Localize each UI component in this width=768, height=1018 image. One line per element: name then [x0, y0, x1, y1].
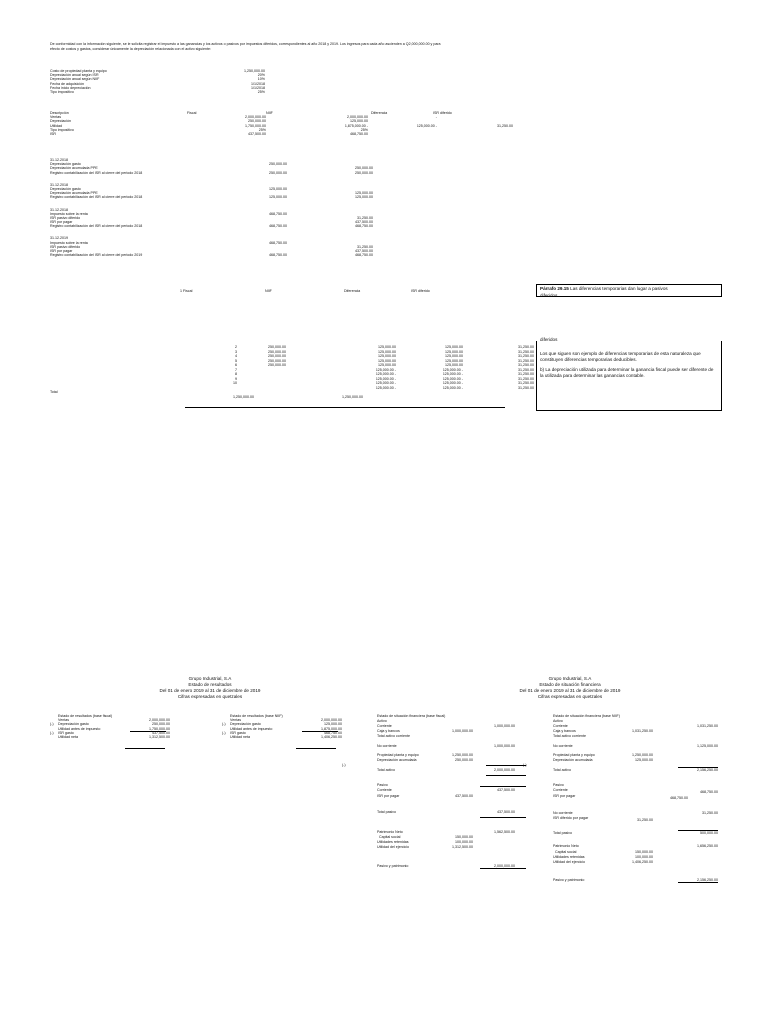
- comp-fiscal: 1,750,000.00: [245, 123, 266, 128]
- bs-niif-total-pasivo-value: 500,000.00: [700, 831, 718, 835]
- comp-niif: 468,750.00: [350, 131, 368, 136]
- bs-niif-p-corriente: Corriente: [553, 788, 568, 792]
- er-value: 1,750,000.00: [149, 726, 170, 731]
- bs-fiscal-rule-activo-2: [486, 775, 526, 776]
- journal-debit: 468,750.00: [269, 253, 287, 258]
- sched-niif: 125,000.00 -: [375, 381, 396, 386]
- comp-niif: 125,000.00: [350, 119, 368, 124]
- sched-isr: 31,250.00: [518, 376, 534, 381]
- bs-fiscal-ppe-value: 1,250,000.00: [452, 753, 473, 757]
- bs-fiscal-activo: Activo: [377, 719, 387, 723]
- er-row: [222, 735, 342, 739]
- bs-fiscal-ppe: Propiedad planta y equipo: [377, 753, 419, 757]
- bs-fiscal-total-activo-value: 2,000,000.00: [494, 768, 515, 772]
- journal-date: 31.12.2019: [50, 236, 68, 241]
- bs-niif-patrimonio: Patrimonio Neto: [553, 844, 579, 848]
- sched-fiscal: 250,000.00: [268, 349, 286, 354]
- bs-fiscal-caja: Caja y bancos: [377, 729, 400, 733]
- param-value: 10%: [257, 77, 265, 82]
- sched-total-label: Total: [50, 390, 58, 395]
- sched-header-difference: Diferencia: [344, 289, 361, 293]
- bs-fiscal-rule-pasivo-1: [480, 786, 526, 787]
- sched-fiscal: 250,000.00: [268, 345, 286, 349]
- bs-period: Del 01 de enero 2019 al 31 de diciembre de 2019: [519, 688, 621, 693]
- er-niif-rule-2: [296, 748, 336, 749]
- param-label: Fecha de adquisición: [50, 81, 84, 86]
- sched-diff: 125,000.00: [445, 345, 463, 349]
- bs-fiscal-patrimonio-value: 1,562,500.00: [494, 830, 515, 834]
- er-label: Utilidad neta: [58, 734, 78, 739]
- header-niif: NIIF: [266, 111, 273, 115]
- journal-debit: 250,000.00: [269, 162, 287, 167]
- bs-fiscal-capital-value: 150,000.00: [455, 835, 473, 839]
- sched-diff: 125,000.00 -: [442, 367, 463, 372]
- er-niif-title: Estado de resultados (base NIIF): [230, 714, 283, 718]
- bs-niif-isr-por-pagar: ISR por pagar: [553, 794, 576, 798]
- bs-niif-dep-value: 125,000.00: [635, 758, 653, 762]
- sched-year: 7: [235, 367, 237, 372]
- journal-account: Depreciación acumulada PPE: [50, 191, 98, 196]
- er-label: Ventas: [230, 718, 241, 723]
- sched-niif: 125,000.00: [378, 358, 396, 363]
- sched-header-isr: ISR diferido: [411, 289, 430, 293]
- sched-year: 10: [233, 381, 237, 386]
- bs-fiscal-dep: Depreciación acumulada: [377, 758, 417, 762]
- sched-diff: 125,000.00: [445, 354, 463, 359]
- bs-fiscal-rule-pp: [480, 868, 526, 869]
- er-value: 1,312,500.00: [149, 734, 170, 739]
- param-label: Depreciación anual según NIIF: [50, 77, 100, 82]
- bs-niif-nocorriente: No corriente: [553, 744, 573, 748]
- bs-niif-capital: Capital social: [555, 850, 577, 854]
- header-description: Descripción: [50, 111, 69, 115]
- bs-niif-corriente: Corriente: [553, 724, 568, 728]
- sched-isr: 31,250.00: [518, 363, 534, 368]
- er-company: Grupo Industrial, S.A: [188, 676, 232, 681]
- er-sign: (-): [50, 722, 54, 727]
- journal-debit: 468,750.00: [269, 211, 287, 216]
- note-title-cut: diferidos: [540, 293, 558, 298]
- er-title: Estado de resultados: [188, 682, 232, 687]
- er-sign: (-): [222, 722, 226, 727]
- comparison-table: [50, 111, 520, 136]
- sched-niif: 125,000.00 -: [375, 385, 396, 390]
- sched-diff: 125,000.00 -: [442, 372, 463, 377]
- param-label: Fecha inicio depreciación: [50, 85, 91, 90]
- journal-account: Depreciación gasto: [50, 186, 81, 191]
- intro-line-1: De conformidad con la información siguiente, se le solicita registrar el impuesto a las ganancias y los activos o pasivos por impuestos diferidos, correspondientes al año 2018 y 2019. Los ingresos para cada año ascienden a Q2,000,000.00 y para: [50, 42, 441, 46]
- er-fiscal-title: Estado de resultados (base fiscal): [58, 714, 113, 718]
- bs-niif-ejercicio-value: 1,406,250.00: [632, 860, 653, 864]
- journal-date: 31.12.2018: [50, 182, 68, 187]
- bs-heading: [490, 676, 650, 700]
- sched-isr: 31,250.00: [518, 381, 534, 386]
- journal-debit: 468,750.00: [269, 240, 287, 245]
- sched-year: 4: [235, 354, 237, 359]
- bs-niif-isr-diferido: ISR diferido por pagar: [553, 816, 589, 820]
- journal-account: Impuesto sobre la renta: [50, 240, 88, 245]
- bs-niif-nocorriente-total: 1,125,000.00: [697, 744, 718, 748]
- er-label: Utilidad antes de impuesto: [58, 726, 101, 731]
- bs-niif: [523, 714, 718, 894]
- bs-fiscal-rule-pasivo-2: [480, 817, 526, 818]
- note-paragraph-1: Los que siguen son ejemplo de diferencias temporarias de esta naturaleza que constituyen diferencias temporarias deducibles.: [540, 351, 701, 362]
- bs-fiscal-total-pasivo: Total pasivo: [377, 810, 396, 814]
- sched-year: 2: [235, 345, 237, 349]
- comp-fiscal: 2,000,000.00: [245, 115, 266, 120]
- sched-diff: 125,000.00 -: [442, 376, 463, 381]
- sched-year: 3: [235, 349, 237, 354]
- bs-niif-activo: Activo: [553, 719, 563, 723]
- journal-debit: 125,000.00: [269, 195, 287, 200]
- bs-fiscal-nocorriente: No corriente: [377, 744, 397, 748]
- param-value: 1,250,000.00: [244, 69, 265, 73]
- journal-credit: 437,500.00: [355, 220, 373, 225]
- sched-niif: 125,000.00 -: [375, 372, 396, 377]
- note-title: [537, 285, 721, 293]
- journal-account: Registro contabilización del ISR al cierre del periodo 2018: [50, 195, 143, 200]
- header-fiscal: Fiscal: [187, 111, 197, 115]
- sched-header-niif: NIIF: [265, 289, 272, 293]
- comp-fiscal: 250,000.00: [248, 119, 266, 124]
- er-value: 1,406,250.00: [321, 734, 342, 739]
- journal-credit: 468,750.00: [355, 224, 373, 229]
- er-currency: Cifras expresadas en quetzales: [177, 694, 243, 699]
- bs-fiscal-rule-activo-1: [486, 765, 526, 766]
- journal-account: ISR pasivo diferido: [50, 215, 81, 220]
- sched-isr: 31,250.00: [518, 385, 534, 390]
- comp-niif: 25%: [360, 127, 368, 132]
- bs-niif-retenidas: Utilidades retenidas: [553, 855, 585, 859]
- bs-fiscal-p-corriente-total: 437,500.00: [497, 788, 515, 792]
- sched-niif: 125,000.00: [378, 349, 396, 354]
- journal-date: 31.12.2018: [50, 207, 68, 212]
- journal-credit: 31,250.00: [357, 244, 373, 249]
- journal-credit: 125,000.00: [355, 195, 373, 200]
- params-table: [50, 69, 270, 94]
- er-label: Ventas: [58, 718, 69, 723]
- er-label: Utilidad neta: [230, 734, 250, 739]
- sched-niif: 125,000.00 -: [375, 367, 396, 372]
- bs-fiscal-ejercicio: Utilidad del ejercicio: [377, 845, 409, 849]
- sched-year: 5: [235, 358, 237, 363]
- journal-row: [50, 171, 380, 175]
- sched-diff: 125,000.00: [445, 349, 463, 354]
- param-value: 20%: [257, 73, 265, 78]
- header-isr-deferred: ISR diferido: [433, 111, 452, 115]
- note-box-header: [536, 284, 722, 297]
- journal-entry: [50, 208, 380, 229]
- intro-line-2: efecto de costos y gastos, considerar únicamente la depreciación relacionada con el activo siguiente:: [50, 47, 212, 51]
- bs-niif-ppe: Propiedad planta y equipo: [553, 753, 595, 757]
- journal-debit: 125,000.00: [269, 186, 287, 191]
- sched-year: 8: [235, 372, 237, 377]
- bs-niif-retenidas-value: 100,000.00: [635, 855, 653, 859]
- sched-year: 6: [235, 363, 237, 368]
- bs-fiscal-patrimonio: Patrimonio Neto: [377, 830, 403, 834]
- bs-niif-total-pasivo: Total pasivo: [553, 831, 572, 835]
- journal-account: ISR por pagar: [50, 220, 73, 225]
- sched-total-rule: [185, 407, 505, 408]
- journal-row: [50, 224, 380, 228]
- note-box-body: [536, 337, 722, 411]
- sched-diff: 125,000.00 -: [442, 385, 463, 390]
- er-sign: (-): [50, 730, 54, 735]
- er-niif-rule-1: [302, 731, 338, 732]
- er-value: 250,000.00: [152, 722, 170, 727]
- bs-fiscal-p-corriente: Corriente: [377, 788, 392, 792]
- param-value: 25%: [257, 89, 265, 94]
- bs-niif-ppe-value: 1,250,000.00: [632, 753, 653, 757]
- journal-date: 31.12.2018: [50, 158, 68, 162]
- bs-niif-pp: Pasivo y patrimonio: [553, 878, 585, 882]
- sched-isr: 31,250.00: [518, 349, 534, 354]
- param-value: 1/1/2018: [251, 85, 265, 90]
- bs-title: Estado de situación financiera: [539, 682, 601, 687]
- er-row: [50, 735, 170, 739]
- comp-diff: -: [435, 115, 437, 120]
- bs-fiscal-corriente-total: 1,000,000.00: [494, 724, 515, 728]
- er-value: 1,875,000.00: [321, 726, 342, 731]
- comp-niif: 1,875,000.00 -: [344, 123, 368, 128]
- bs-niif-caja: Caja y bancos: [553, 729, 576, 733]
- comp-niif: 2,000,000.00: [347, 115, 368, 120]
- comp-desc: Depreciación: [50, 119, 71, 124]
- bs-fiscal-dep-value: 250,000.00: [455, 758, 473, 762]
- bs-niif-ejercicio: Utilidad del ejercicio: [553, 860, 585, 864]
- er-label: Depreciación gasto: [58, 722, 89, 727]
- er-value: 2,000,000.00: [321, 718, 342, 723]
- bs-niif-capital-value: 150,000.00: [635, 850, 653, 854]
- bs-niif-rule-pasivo: [678, 830, 718, 831]
- bs-niif-nocorriente-pasivo-value: 31,250.00: [702, 811, 718, 815]
- er-fiscal-rule-2: [125, 748, 165, 749]
- sched-diff: 125,000.00: [445, 363, 463, 368]
- er-sign: (-): [222, 730, 226, 735]
- sched-niif: 125,000.00: [378, 363, 396, 368]
- sched-isr: 31,250.00: [518, 354, 534, 359]
- comp-fiscal: 437,500.00: [248, 131, 266, 136]
- comp-isr: 31,250.00: [497, 123, 513, 128]
- comp-desc: Utilidad: [50, 123, 62, 128]
- sched-fiscal: 250,000.00: [268, 363, 286, 368]
- sched-niif: 125,000.00: [378, 345, 396, 349]
- journal-debit: 250,000.00: [269, 170, 287, 175]
- sched-isr: 31,250.00: [518, 367, 534, 372]
- bs-fiscal-total-activo: Total activo: [377, 768, 395, 772]
- er-label: Depreciación gasto: [230, 722, 261, 727]
- bs-niif-pp-value: 2,156,250.00: [697, 878, 718, 882]
- bs-fiscal-retenidas-value: 100,000.00: [455, 840, 473, 844]
- bs-niif-isr-por-pagar-value: 468,750.00: [670, 796, 688, 800]
- bs-fiscal: [342, 714, 525, 884]
- bs-niif-pasivo: Pasivo: [553, 783, 564, 787]
- bs-fiscal-retenidas: Utilidades retenidas: [377, 840, 409, 844]
- comparison-row: [50, 132, 520, 136]
- sched-niif: 125,000.00: [378, 354, 396, 359]
- bs-fiscal-capital: Capital social: [379, 835, 401, 839]
- journal-account: ISR pasivo diferido: [50, 244, 81, 249]
- bs-niif-minus-sign: (-): [523, 763, 527, 767]
- journal-entry: [50, 158, 380, 175]
- bs-fiscal-corriente: Corriente: [377, 724, 392, 728]
- note-title-rest: Las diferencias temporarias dan lugar a pasivos: [568, 286, 668, 291]
- bs-niif-title: Estado de situación financiera (base NIIF): [553, 714, 620, 718]
- journal-account: Registro contabilización del ISR al cierre del periodo 2018: [50, 170, 143, 175]
- journal-credit: 468,750.00: [355, 253, 373, 258]
- journal-account: Registro contabilización del ISR al cierre del periodo 2019: [50, 253, 143, 258]
- er-label: ISR gasto: [58, 730, 74, 735]
- bs-fiscal-caja-value: 1,000,000.00: [452, 729, 473, 733]
- bs-niif-rule-pp: [678, 882, 718, 883]
- bs-niif-dep: Depreciación acumulada: [553, 758, 593, 762]
- journal-credit: 125,000.00: [355, 191, 373, 196]
- er-label: ISR gasto: [230, 730, 246, 735]
- journal-debit: 468,750.00: [269, 224, 287, 229]
- er-fiscal-rule-1: [130, 731, 166, 732]
- param-row: [50, 90, 270, 94]
- param-label: Tipo impositivo: [50, 89, 74, 94]
- bs-company: Grupo Industrial, S.A: [548, 676, 592, 681]
- bs-fiscal-pp: Pasivo y patrimonio: [377, 864, 409, 868]
- bs-niif-caja-value: 1,031,250.00: [632, 729, 653, 733]
- journal-row: [50, 195, 380, 199]
- sched-niif: 125,000.00 -: [375, 376, 396, 381]
- sched-year: 9: [235, 376, 237, 381]
- sched-isr: 31,250.00: [518, 358, 534, 363]
- bs-niif-p-corriente-total: 468,750.00: [700, 790, 718, 794]
- journal-row: [50, 253, 380, 257]
- bs-niif-corriente-total: 1,031,250.00: [697, 724, 718, 728]
- bs-fiscal-isr-por-pagar: ISR por pagar: [377, 794, 400, 798]
- bs-fiscal-pasivo: Pasivo: [377, 783, 388, 787]
- bs-fiscal-nocorriente-total: 1,000,000.00: [494, 744, 515, 748]
- sched-isr: 31,250.00: [518, 372, 534, 377]
- er-period: Del 01 de enero 2019 al 31 de diciembre de 2019: [159, 688, 261, 693]
- journal-credit: 250,000.00: [355, 170, 373, 175]
- param-label: Costo de propiedad planta y equipo: [50, 69, 107, 73]
- note-paragraph-2: b) La depreciación utilizada para determinar la ganancia fiscal puede ser diferente de la utilizada para determinar las ganancias contable.: [540, 367, 714, 378]
- er-value: 468,750.00: [324, 730, 342, 735]
- header-difference: Diferencia: [371, 111, 388, 115]
- er-value: 2,000,000.00: [149, 718, 170, 723]
- param-value: 1/1/2018: [251, 81, 265, 86]
- bs-niif-total-ac: Total activo corriente: [553, 734, 586, 738]
- journal-entry: [50, 183, 380, 200]
- journal-entry: [50, 236, 380, 257]
- sched-fiscal: 250,000.00: [268, 358, 286, 363]
- journal-entries: [50, 158, 380, 265]
- comp-desc: ISR: [50, 131, 56, 136]
- er-value: 125,000.00: [324, 722, 342, 727]
- schedule-table: [50, 345, 534, 399]
- journal-account: Depreciación acumulada PPE: [50, 166, 98, 171]
- er-value: 437,500.00: [152, 730, 170, 735]
- bs-niif-total-activo-value: 2,156,250.00: [697, 768, 718, 772]
- sched-diff: 125,000.00 -: [442, 381, 463, 386]
- note-cut-text: diferidos: [540, 337, 558, 342]
- bs-niif-isr-diferido-value: 31,250.00: [637, 818, 653, 822]
- bs-fiscal-ejercicio-value: 1,312,500.00: [452, 845, 473, 849]
- bs-niif-total-activo: Total activo: [553, 768, 571, 772]
- bs-fiscal-pp-value: 2,000,000.00: [494, 864, 515, 868]
- journal-credit: 250,000.00: [355, 166, 373, 171]
- sched-isr: 31,250.00: [518, 345, 534, 349]
- journal-credit: 437,500.00: [355, 249, 373, 253]
- param-label: Depreciación anual según ISR: [50, 73, 99, 78]
- journal-account: Depreciación gasto: [50, 162, 81, 167]
- bs-fiscal-total-pasivo-value: 437,500.00: [497, 810, 515, 814]
- sched-fiscal: 250,000.00: [268, 354, 286, 359]
- journal-account: Registro contabilización del ISR al cierre del periodo 2018: [50, 224, 143, 229]
- er-label: Utilidad antes de impuesto: [230, 726, 273, 731]
- er-fiscal: [50, 714, 170, 739]
- schedule-header: [50, 289, 520, 293]
- er-niif: [222, 714, 342, 739]
- note-title-bold: Párrafo 29.15: [540, 286, 569, 291]
- sched-header-year-fiscal: 1 Fiscal: [180, 289, 193, 293]
- sched-total-niif: 1,250,000.00: [342, 394, 363, 399]
- comp-fiscal: 25%: [258, 127, 266, 132]
- bs-niif-nocorriente-pasivo: No corriente: [553, 811, 573, 815]
- sched-diff: 125,000.00: [445, 358, 463, 363]
- bs-niif-rule-activo: [678, 767, 718, 768]
- bs-niif-patrimonio-value: 1,656,250.00: [697, 844, 718, 848]
- comp-desc: Ventas: [50, 115, 61, 120]
- bs-fiscal-minus-sign: (-): [342, 763, 346, 767]
- journal-account: Impuesto sobre la renta: [50, 211, 88, 216]
- bs-currency: Cifras expresadas en quetzales: [537, 694, 603, 699]
- bs-fiscal-isr-por-pagar-value: 437,500.00: [455, 794, 473, 798]
- journal-account: ISR por pagar: [50, 249, 73, 253]
- bs-fiscal-title: Estado de situación financiera (base fiscal): [377, 714, 446, 718]
- er-heading: [130, 676, 290, 700]
- journal-credit: 31,250.00: [357, 215, 373, 220]
- sched-total-fiscal: 1,250,000.00: [233, 394, 254, 399]
- bs-fiscal-total-ac: Total activo corriente: [377, 734, 410, 738]
- comp-desc: Tipo impositivo: [50, 127, 74, 132]
- comp-diff: 125,000.00 -: [416, 123, 437, 128]
